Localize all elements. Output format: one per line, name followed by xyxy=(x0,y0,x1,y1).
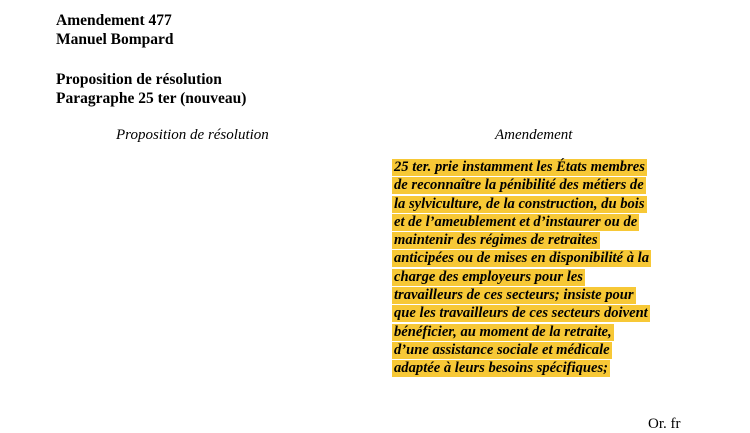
amendment-line-text: que les travailleurs de ces secteurs doivent xyxy=(394,305,648,322)
amendment-line-text: de reconnaître la pénibilité des métiers de xyxy=(394,177,644,194)
amendment-line xyxy=(392,231,692,249)
amendment-line xyxy=(392,176,692,194)
amendment-line xyxy=(392,359,692,377)
amendment-line xyxy=(392,268,692,286)
amendment-line xyxy=(392,158,692,176)
amendment-line xyxy=(392,341,692,359)
amendment-line xyxy=(392,323,692,341)
amendment-line xyxy=(392,286,692,304)
amendment-number: Amendement 477 xyxy=(56,12,172,29)
amendment-line-text: d’une assistance sociale et médicale xyxy=(394,341,610,358)
amendment-line xyxy=(392,213,692,231)
amendment-line-text: 25 ter. prie instamment les États membres xyxy=(394,159,645,175)
amendment-line-text: maintenir des régimes de retraites xyxy=(394,232,598,249)
amendment-line-text: et de l’ameublement et d’instaurer ou de xyxy=(394,213,638,230)
amendment-line-text: charge des employeurs pour les xyxy=(394,268,583,285)
amendment-line-text: anticipées ou de mises en disponibilité à la xyxy=(394,250,649,267)
amendment-line-text: la sylviculture, de la construction, du bois xyxy=(394,195,645,212)
document-type: Proposition de résolution xyxy=(56,71,222,88)
amendment-line-text: bénéficier, au moment de la retraite, xyxy=(394,323,612,340)
left-column-heading: Proposition de résolution xyxy=(116,127,269,143)
right-column-heading: Amendement xyxy=(495,127,573,143)
paragraph-reference: Paragraphe 25 ter (nouveau) xyxy=(56,90,247,107)
amendment-line-text: travailleurs de ces secteurs; insiste pour xyxy=(394,287,634,304)
original-language-note: Or. fr xyxy=(648,416,681,432)
amendment-line-text: adaptée à leurs besoins spécifiques; xyxy=(394,360,609,377)
amendment-line xyxy=(392,304,692,322)
amendment-text-block xyxy=(392,158,692,378)
amendment-line xyxy=(392,195,692,213)
author-name: Manuel Bompard xyxy=(56,31,174,48)
amendment-line xyxy=(392,249,692,267)
